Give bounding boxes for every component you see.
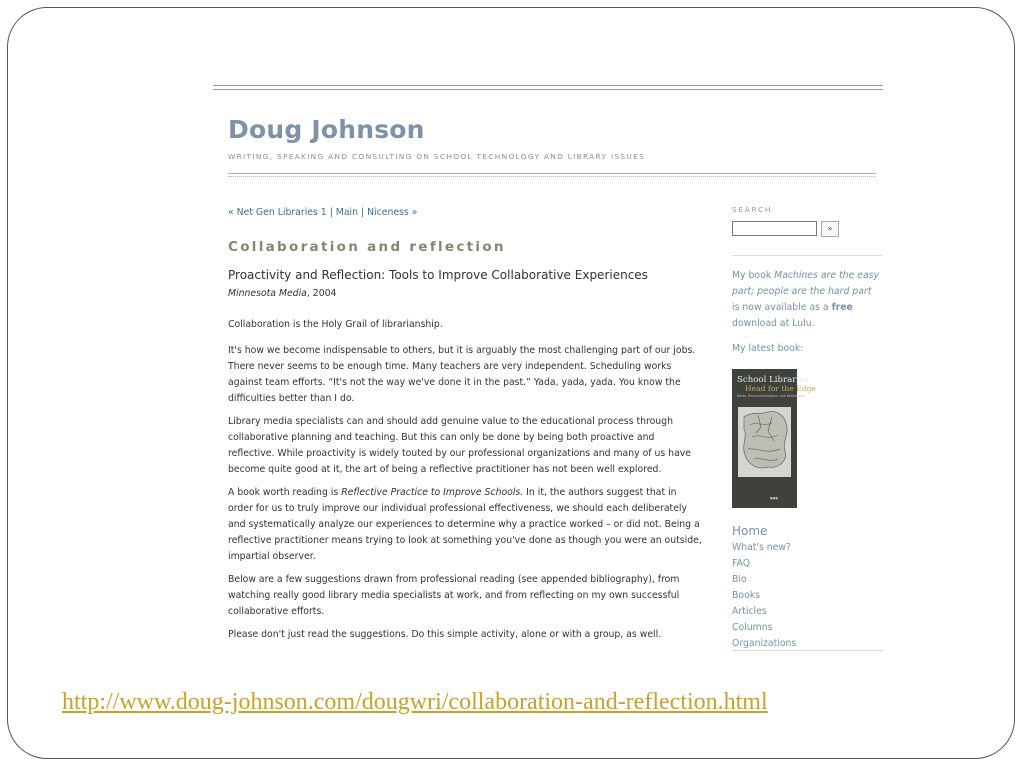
paragraph bbox=[228, 485, 703, 565]
cover-illustration bbox=[738, 407, 791, 477]
paragraph-text: In it, the authors suggest that in order for us to truly improve our individual professional effectiveness, we should each deliberately and systematically analyze our experiences to determine why a practice worked – or did not. Being a reflective practitioner means trying to look at something you've done as though you were an outside, impartial observer. bbox=[228, 487, 702, 562]
paragraph: Below are a few suggestions drawn from professional reading (see appended bibliography), from watching really good library media specialists at work, and from reflecting on my own successful collaborative efforts. bbox=[228, 574, 680, 617]
promo-line bbox=[732, 300, 883, 316]
site-title[interactable]: Doug Johnson bbox=[228, 115, 425, 144]
promo-line bbox=[732, 284, 883, 300]
prev-post-link[interactable]: « Net Gen Libraries 1 bbox=[228, 207, 327, 218]
search-button[interactable]: » bbox=[821, 221, 839, 237]
promo-text: My book bbox=[732, 270, 775, 281]
paragraph-text: A book worth reading is bbox=[228, 487, 342, 498]
header-rule bbox=[228, 173, 876, 174]
sidebar-item-whats-new[interactable]: What's new? bbox=[732, 542, 791, 553]
search-input[interactable] bbox=[732, 221, 817, 236]
paragraph: Collaboration is the Holy Grail of librarianship. bbox=[228, 319, 443, 330]
paragraph: It's how we become indispensable to others, but it is arguably the most challenging part of our jobs. There never seems to be enough time. Many teachers are very independent. Scheduling works against team efforts. “It's not the way we've done it in the past.” Yada, yada, yada. You know the difficulties better than I do. bbox=[228, 345, 696, 404]
sidebar-bottom-rule bbox=[732, 650, 883, 651]
cover-subtitle: Rants, Recommendations, and Reflections bbox=[737, 394, 805, 398]
sidebar-item-columns[interactable]: Columns bbox=[732, 622, 773, 633]
nav-separator: | bbox=[329, 207, 333, 218]
free-link[interactable]: free bbox=[831, 302, 853, 313]
article-source bbox=[228, 286, 336, 302]
next-post-link[interactable]: Niceness » bbox=[367, 207, 418, 218]
book-promo bbox=[732, 268, 883, 332]
sidebar-item-organizations[interactable]: Organizations bbox=[732, 638, 797, 649]
book-title: Reflective Practice to Improve Schools. bbox=[341, 487, 524, 498]
promo-line bbox=[732, 268, 883, 284]
source-year: , 2004 bbox=[306, 288, 337, 299]
sidebar-nav bbox=[732, 540, 796, 652]
promo-book-title[interactable]: Machines are the easy bbox=[774, 270, 879, 281]
promo-book-title[interactable]: part; people are the hard part bbox=[732, 286, 872, 297]
main-link[interactable]: Main bbox=[335, 207, 358, 218]
post-title: Collaboration and reflection bbox=[228, 239, 506, 255]
publisher-mark: ●●● bbox=[770, 496, 778, 500]
sidebar-item-books[interactable]: Books bbox=[732, 590, 760, 601]
header-rule-dotted bbox=[228, 176, 876, 177]
nav-separator: | bbox=[360, 207, 365, 218]
sidebar-item-faq[interactable]: FAQ bbox=[732, 558, 751, 569]
sidebar-item-bio[interactable]: Bio bbox=[732, 574, 747, 585]
promo-text: is now available as a bbox=[732, 302, 832, 313]
sidebar-home-link[interactable]: Home bbox=[732, 524, 768, 538]
webpage-screenshot bbox=[213, 85, 883, 653]
search-label: SEARCH bbox=[732, 205, 773, 214]
promo-line[interactable]: download at Lulu. bbox=[732, 318, 815, 329]
site-tagline: WRITING, SPEAKING AND CONSULTING ON SCHOOL TECHNOLOGY AND LIBRARY ISSUES bbox=[228, 152, 646, 161]
sidebar-item-articles[interactable]: Articles bbox=[732, 606, 767, 617]
paragraph: Please don't just read the suggestions. Do this simple activity, alone or with a group, as well. bbox=[228, 629, 662, 640]
source-url-link[interactable]: http://www.doug-johnson.com/dougwri/collaboration-and-reflection.html bbox=[62, 689, 768, 715]
latest-book-label: My latest book: bbox=[732, 343, 804, 354]
article-body bbox=[228, 317, 703, 650]
cover-title: School Libraries bbox=[737, 375, 809, 385]
source-name: Minnesota Media bbox=[228, 288, 307, 299]
paragraph: Library media specialists can and should add genuine value to the educational process through collaborative planning and teaching. But this can only be done by being both proactive and reflective. While proactivity is widely touted by our professional organizations and many of us have become quite good at it, the art of being a reflective practitioner has not been well explored. bbox=[228, 416, 691, 475]
article-title: Proactivity and Reflection: Tools to Improve Collaborative Experiences bbox=[228, 268, 648, 282]
top-rule bbox=[213, 85, 883, 86]
post-navigation bbox=[228, 205, 417, 221]
cover-title-2: Head for the Edge bbox=[745, 384, 816, 393]
book-cover-image[interactable] bbox=[732, 369, 816, 508]
sidebar-divider bbox=[732, 255, 883, 256]
top-rule-2 bbox=[213, 89, 883, 90]
